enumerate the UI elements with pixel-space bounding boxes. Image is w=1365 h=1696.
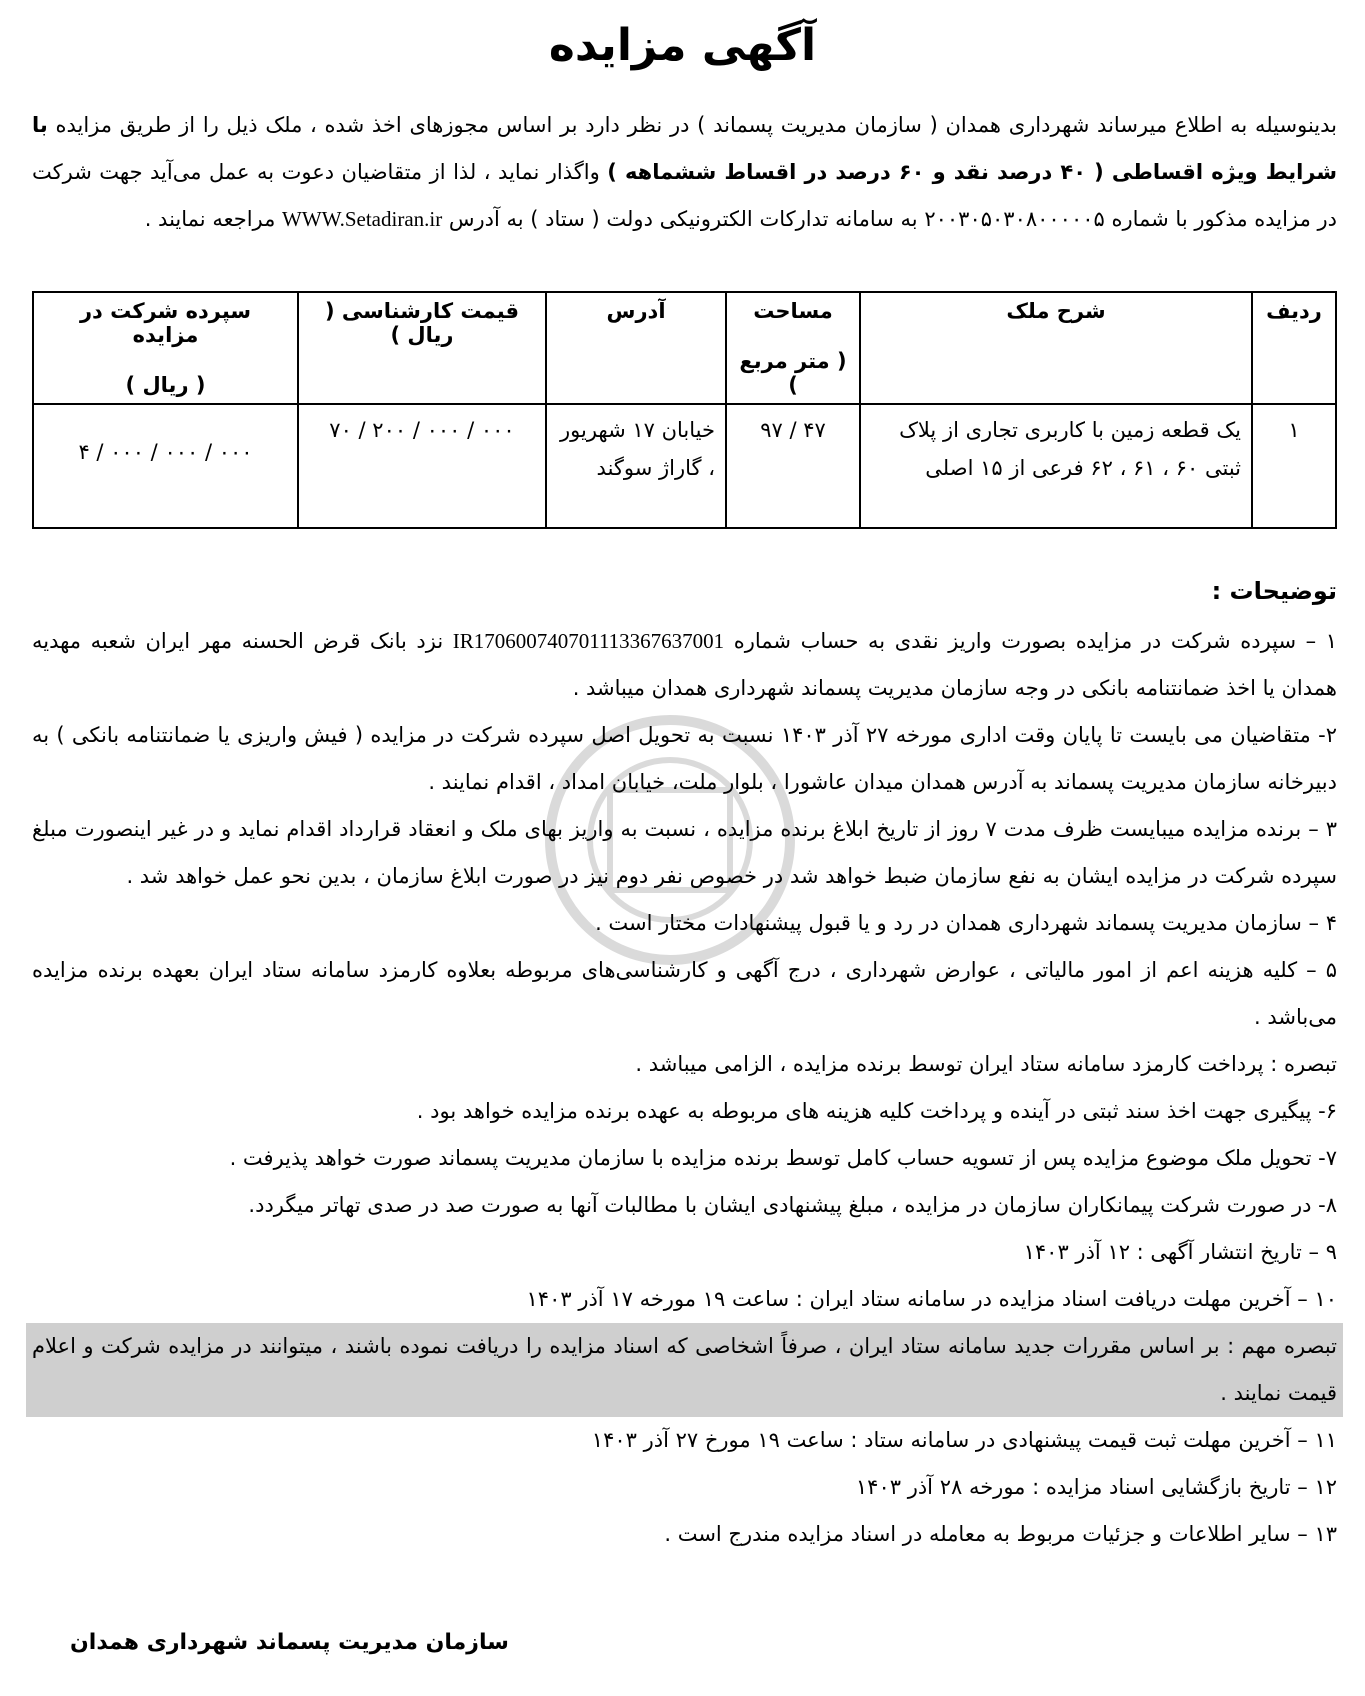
header-area-unit: ( متر مربع ) (739, 349, 847, 397)
note-10: ۱۰ – آخرین مهلت دریافت اسناد مزایده در سامانه ستاد ایران : ساعت ۱۹ مورخه ۱۷ آذر ۱۴۰۳ (526, 1287, 1337, 1311)
cell-description: یک قطعه زمین با کاربری تجاری از پلاک ثبتی ۶۰ ، ۶۱ ، ۶۲ فرعی از ۱۵ اصلی (860, 404, 1252, 528)
note-8: ۸- در صورت شرکت پیمانکاران سازمان در مزایده ، مبلغ پیشنهادی ایشان با مطالبات آنها به صورت صد در صدی تهاتر میگردد. (248, 1193, 1337, 1217)
table-header-row (33, 292, 1336, 404)
auction-number: ۲۰۰۳۰۵۰۳۰۸۰۰۰۰۰۵ (924, 207, 1105, 231)
cell-price: ۰۰۰ / ۰۰۰ / ۲۰۰ / ۷۰ (298, 404, 546, 528)
note-5: ۵ – کلیه هزینه اعم از امور مالیاتی ، عوارض شهرداری ، درج آگهی و کارشناسی‌های مربوطه بعلاوه کارمزد سامانه ستاد ایران بعهده برنده مزایده می‌باشد . (32, 958, 1337, 1029)
header-deposit (33, 292, 298, 404)
cell-area: ۴۷ / ۹۷ (726, 404, 860, 528)
note-12: ۱۲ – تاریخ بازگشایی اسناد مزایده : مورخه ۲۸ آذر ۱۴۰۳ (855, 1475, 1337, 1499)
table-row (33, 404, 1336, 528)
header-price: قیمت کارشناسی ( ریال ) (298, 292, 546, 404)
signature-organization: سازمان مدیریت پسماند شهرداری همدان (70, 1630, 509, 1655)
cell-deposit: ۰۰۰ / ۰۰۰ / ۰۰۰ / ۴ (33, 404, 298, 528)
header-deposit-unit: ( ریال ) (125, 373, 206, 397)
note-3: ۳ – برنده مزایده میبایست ظرف مدت ۷ روز از تاریخ ابلاغ برنده مزایده ، نسبت به واریز بهای ملک و انعقاد قرارداد اقدام نماید و در غیر اینصورت مبلغ سپرده شرکت در مزایده ایشان به نفع سازمان ضبط خواهد شد در خصوص نفر دوم نیز در صورت ابلاغ سازمان ، بدین نحو عمل خواهد شد . (32, 817, 1337, 888)
intro-text-1: بدینوسیله به اطلاع میرساند شهرداری همدان ( سازمان مدیریت پسماند ) در نظر دارد بر اساس مجوزهای اخذ شده ، ملک ذیل را از طریق مزایده (47, 113, 1337, 137)
intro-installment-terms: با شرایط ویژه اقساطی ( ۴۰ درصد نقد و ۶۰ درصد در اقساط ششماهه ) (32, 113, 1337, 184)
notes-list (32, 618, 1337, 1558)
header-area (726, 292, 860, 404)
note-4: ۴ – سازمان مدیریت پسماند شهرداری همدان در رد و یا قبول پیشنهادات مختار است . (595, 911, 1337, 935)
intro-paragraph (32, 102, 1337, 243)
note-1-text-b: نزد بانک قرض الحسنه مهر ایران شعبه مهدیه همدان یا اخذ ضمانتنامه بانکی در وجه سازمان مدیریت پسماند شهرداری همدان میباشد . (32, 629, 1337, 700)
intro-text-3: به سامانه تدارکات الکترونیکی دولت ( ستاد ) به آدرس (442, 207, 925, 231)
notes-heading: توضیحات : (1211, 577, 1337, 605)
page-title: آگهی مزایده (548, 20, 817, 71)
note-1 (32, 618, 1337, 712)
header-deposit-label: سپرده شرکت در مزایده (79, 299, 252, 347)
header-row-number: ردیف (1252, 292, 1336, 404)
header-area-label: مساحت (753, 299, 833, 323)
intro-text-2: واگذار نماید ، لذا از متقاضیان دعوت به عمل می‌آید جهت شرکت در مزایده مذکور با شماره (32, 160, 1337, 231)
setad-url-link[interactable]: WWW.Setadiran.ir (282, 207, 443, 231)
note-9: ۹ – تاریخ انتشار آگهی : ۱۲ آذر ۱۴۰۳ (1023, 1240, 1337, 1264)
bank-account-number: IR170600740701113367637001 (452, 629, 725, 653)
note-6: ۶- پیگیری جهت اخذ سند ثبتی در آینده و پرداخت کلیه هزینه های مربوطه به عهده برنده مزایده خواهد بود . (416, 1099, 1337, 1123)
note-tabsare-1: تبصره : پرداخت کارمزد سامانه ستاد ایران توسط برنده مزایده ، الزامی میباشد . (635, 1052, 1337, 1076)
cell-address: خیابان ۱۷ شهریور ، گاراژ سوگند (546, 404, 726, 528)
note-7: ۷- تحویل ملک موضوع مزایده پس از تسویه حساب کامل توسط برنده مزایده با سازمان مدیریت پسماند صورت خواهد پذیرفت . (229, 1146, 1337, 1170)
intro-text-4: مراجعه نمایند . (144, 207, 283, 231)
note-2: ۲- متقاضیان می بایست تا پایان وقت اداری مورخه ۲۷ آذر ۱۴۰۳ نسبت به تحویل اصل سپرده شرکت در مزایده ( فیش واریزی یا ضمانتنامه بانکی ) به دبیرخانه سازمان مدیریت پسماند به آدرس همدان میدان عاشورا ، بلوار ملت، خیابان امداد ، اقدام نمایند . (32, 723, 1337, 794)
cell-row-number: ۱ (1252, 404, 1336, 528)
header-address: آدرس (546, 292, 726, 404)
note-1-text-a: ۱ – سپرده شرکت در مزایده بصورت واریز نقدی به حساب شماره (724, 629, 1337, 653)
note-13: ۱۳ – سایر اطلاعات و جزئیات مربوط به معامله در اسناد مزایده مندرج است . (664, 1522, 1337, 1546)
header-description: شرح ملک (860, 292, 1252, 404)
property-table (32, 291, 1337, 529)
note-important-tabsare: تبصره مهم : بر اساس مقررات جدید سامانه ستاد ایران ، صرفاً اشخاصی که اسناد مزایده را دریافت نموده باشند ، میتوانند در مزایده شرکت و اعلام قیمت نمایند . (26, 1323, 1343, 1417)
note-11: ۱۱ – آخرین مهلت ثبت قیمت پیشنهادی در سامانه ستاد : ساعت ۱۹ مورخ ۲۷ آذر ۱۴۰۳ (591, 1428, 1337, 1452)
